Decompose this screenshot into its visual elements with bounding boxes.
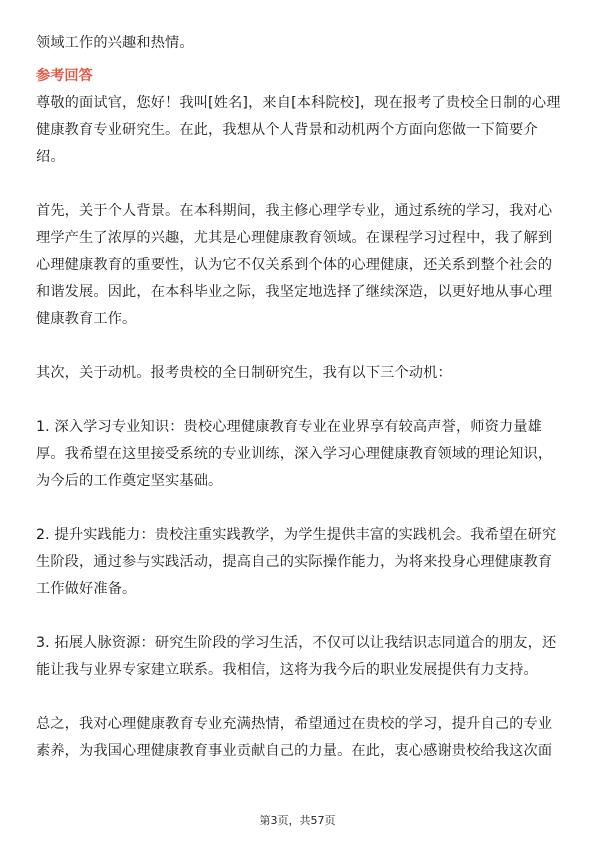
intro-tail-text: 领域工作的兴趣和热情。 xyxy=(36,35,194,51)
paragraph-line: 心理健康教育的重要性，认为它不仅关系到个体的心理健康，还关系到整个社会的 xyxy=(36,257,553,273)
paragraph xyxy=(36,90,559,171)
paragraph-line: 3. 拓展人脉资源：研究生阶段的学习生活，不仅可以让我结识志同道合的朋友，还 xyxy=(36,635,557,651)
paragraph xyxy=(36,198,559,333)
paragraph-line: 1. 深入学习专业知识：贵校心理健康教育专业在业界享有较高声誉，师资力量雄 xyxy=(36,419,542,435)
paragraph-line: 总之，我对心理健康教育专业充满热情，希望通过在贵校的学习，提升自己的专业 xyxy=(36,716,553,732)
paragraph xyxy=(36,630,559,684)
paragraph-line: 2. 提升实践能力：贵校注重实践教学，为学生提供丰富的实践机会。我希望在研究 xyxy=(36,527,557,543)
paragraph-line: 其次，关于动机。报考贵校的全日制研究生，我有以下三个动机： xyxy=(36,365,452,381)
answer-label: 参考回答 xyxy=(36,68,93,84)
answer-paragraphs xyxy=(36,90,559,765)
paragraph xyxy=(36,522,559,603)
paragraph xyxy=(36,711,559,765)
paragraph-line: 厚。我希望在这里接受系统的专业训练，深入学习心理健康教育领域的理论知识， xyxy=(36,446,553,462)
paragraph-line: 首先，关于个人背景。在本科期间，我主修心理学专业，通过系统的学习，我对心 xyxy=(36,203,553,219)
paragraph-line: 尊敬的面试官，您好！我叫[姓名]，来自[本科院校]，现在报考了贵校全日制的心理 xyxy=(36,95,561,111)
paragraph-line: 素养，为我国心理健康教育事业贡献自己的力量。在此，衷心感谢贵校给我这次面 xyxy=(36,743,553,759)
page-footer: 第3页，共57页 xyxy=(259,814,336,827)
paragraph-line: 工作做好准备。 xyxy=(36,581,137,597)
paragraph-line: 和谐发展。因此，在本科毕业之际，我坚定地选择了继续深造，以更好地从事心理 xyxy=(36,284,553,300)
paragraph xyxy=(36,414,559,495)
document-body xyxy=(36,30,559,765)
paragraph-line: 健康教育专业研究生。在此，我想从个人背景和动机两个方面向您做一下简要介 xyxy=(36,122,538,138)
paragraph-line: 能让我与业界专家建立联系。我相信，这将为我今后的职业发展提供有力支持。 xyxy=(36,662,538,678)
paragraph-line: 为今后的工作奠定坚实基础。 xyxy=(36,473,223,489)
paragraph-line: 绍。 xyxy=(36,149,65,165)
paragraph-line: 理学产生了浓厚的兴趣，尤其是心理健康教育领域。在课程学习过程中，我了解到 xyxy=(36,230,553,246)
paragraph xyxy=(36,360,559,387)
paragraph-line: 健康教育工作。 xyxy=(36,311,137,327)
paragraph-line: 生阶段，通过参与实践活动，提高自己的实际操作能力，为将来投身心理健康教育 xyxy=(36,554,553,570)
